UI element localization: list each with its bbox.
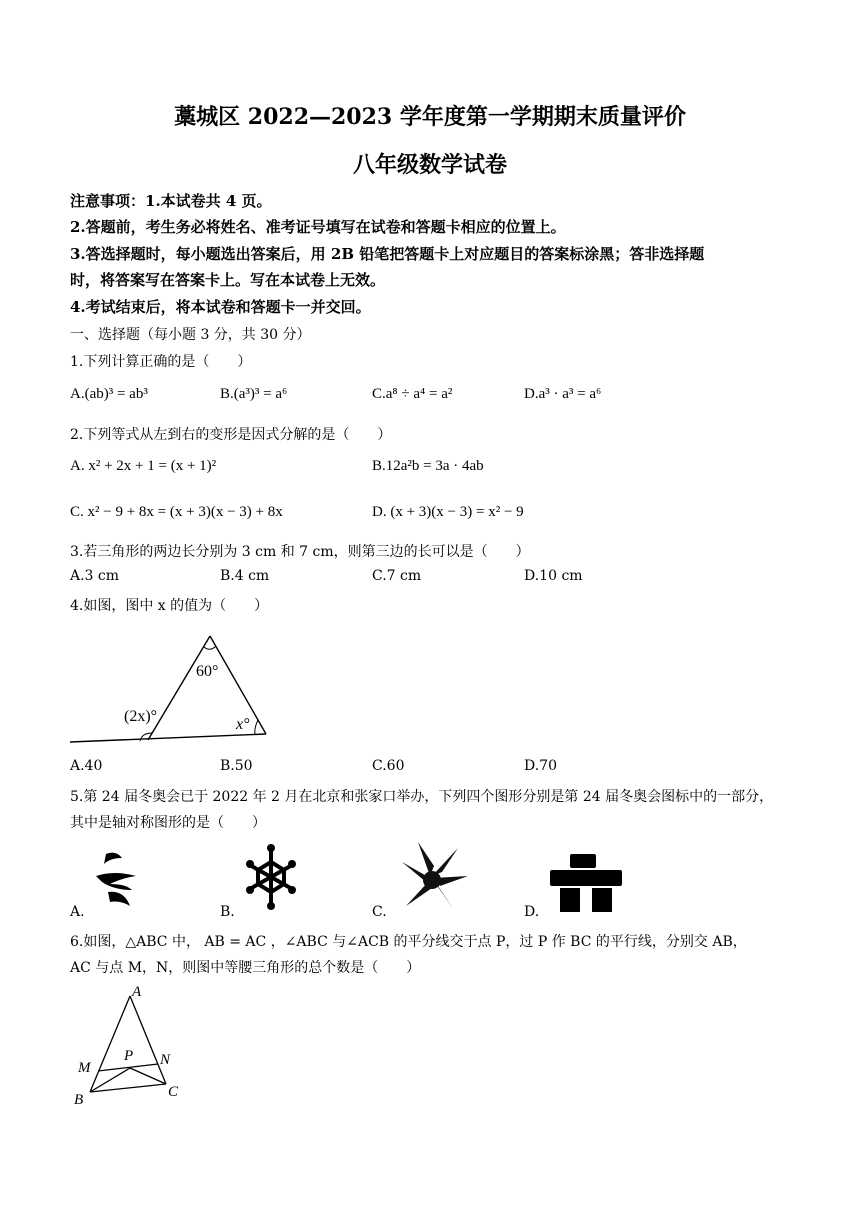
exam-title: 藁城区 2022—2023 学年度第一学期期末质量评价 xyxy=(174,104,686,130)
q4-base-arc xyxy=(255,720,258,735)
q6-label-p: P xyxy=(124,1048,134,1064)
q6-label-a: A xyxy=(132,984,142,1000)
q4-label-exterior-angle: (2x)° xyxy=(124,708,158,725)
q4-option-d: D.70 xyxy=(524,758,557,774)
q6-triangle-figure xyxy=(70,982,200,1108)
q5-option-b: B. xyxy=(220,904,235,920)
q4-base-line xyxy=(70,734,266,742)
note-2: 2.答题前，考生务必将姓名、准考证号填写在试卷和答题卡相应的位置上。 xyxy=(70,218,566,236)
q2-stem: 2.下列等式从左到右的变形是因式分解的是（ ） xyxy=(70,427,392,443)
q5-icon-a xyxy=(92,848,142,914)
note-1: 注意事项：1.本试卷共 4 页。 xyxy=(70,192,272,210)
q1-option-d: D.a³ · a³ = a⁶ xyxy=(524,386,602,402)
q5-icon-c xyxy=(396,836,472,914)
note-4: 4.考试结束后，将本试卷和答题卡一并交回。 xyxy=(70,298,371,316)
q4-stem: 4.如图，图中 x 的值为（ ） xyxy=(70,598,269,614)
q2-option-c: C. x² − 9 + 8x = (x + 3)(x − 3) + 8x xyxy=(70,504,283,520)
q3-option-c: C.7 cm xyxy=(372,568,422,584)
q5-stem-line1: 5.第 24 届冬奥会已于 2022 年 2 月在北京和张家口举办，下列四个图形分别是第 24 届冬奥会图标中的一部分， xyxy=(70,789,774,805)
q4-left-side xyxy=(148,636,210,740)
q2-option-b: B.12a²b = 3a · 4ab xyxy=(372,458,484,474)
q1-option-c: C.a⁸ ÷ a⁴ = a² xyxy=(372,386,453,402)
q2-option-d: D. (x + 3)(x − 3) = x² − 9 xyxy=(372,504,524,520)
q5-icon-b xyxy=(244,842,298,912)
q4-label-top-angle: 60° xyxy=(196,663,219,680)
q4-option-a: A.40 xyxy=(70,758,103,774)
q5-option-a: A. xyxy=(70,904,85,920)
q5-option-d: D. xyxy=(524,904,540,920)
q4-label-base-angle: x° xyxy=(236,716,250,733)
q3-stem: 3.若三角形的两边长分别为 3 cm 和 7 cm，则第三边的长可以是（ ） xyxy=(70,544,530,560)
q4-option-b: B.50 xyxy=(220,758,253,774)
q6-label-n: N xyxy=(160,1052,171,1068)
q3-option-d: D.10 cm xyxy=(524,568,583,584)
q4-option-c: C.60 xyxy=(372,758,405,774)
q6-stem-line1: 6.如图，△ABC 中， AB = AC ，∠ABC 与∠ACB 的平分线交于点 P，过 P 作 BC 的平行线，分别交 AB， xyxy=(70,934,747,950)
q4-triangle-figure xyxy=(68,630,278,745)
q4-top-arc xyxy=(204,646,216,649)
note-3: 3.答选择题时，每小题选出答案后，用 2B 铅笔把答题卡上对应题目的答案标涂黑；答非选择题 xyxy=(70,245,705,263)
q6-label-b: B xyxy=(74,1092,84,1108)
q2-option-a: A. x² + 2x + 1 = (x + 1)² xyxy=(70,458,217,474)
q5-option-c: C. xyxy=(372,904,387,920)
q5-icon-d xyxy=(548,852,626,914)
note-3-cont: 时，将答案写在答案卡上。写在本试卷上无效。 xyxy=(70,271,386,289)
q1-option-a: A.(ab)³ = ab³ xyxy=(70,386,148,402)
section-heading: 一、选择题（每小题 3 分，共 30 分） xyxy=(70,327,311,343)
exam-subtitle: 八年级数学试卷 xyxy=(352,152,507,178)
q1-stem: 1.下列计算正确的是（ ） xyxy=(70,354,252,370)
q3-option-a: A.3 cm xyxy=(70,568,120,584)
q3-option-b: B.4 cm xyxy=(220,568,270,584)
q6-label-c: C xyxy=(168,1084,179,1100)
q6-label-m: M xyxy=(78,1060,91,1076)
q6-side-ab xyxy=(90,996,130,1092)
q1-option-b: B.(a³)³ = a⁶ xyxy=(220,386,288,402)
q6-stem-line2: AC 与点 M，N，则图中等腰三角形的总个数是（ ） xyxy=(70,960,421,976)
q5-stem-line2: 其中是轴对称图形的是（ ） xyxy=(70,815,266,831)
